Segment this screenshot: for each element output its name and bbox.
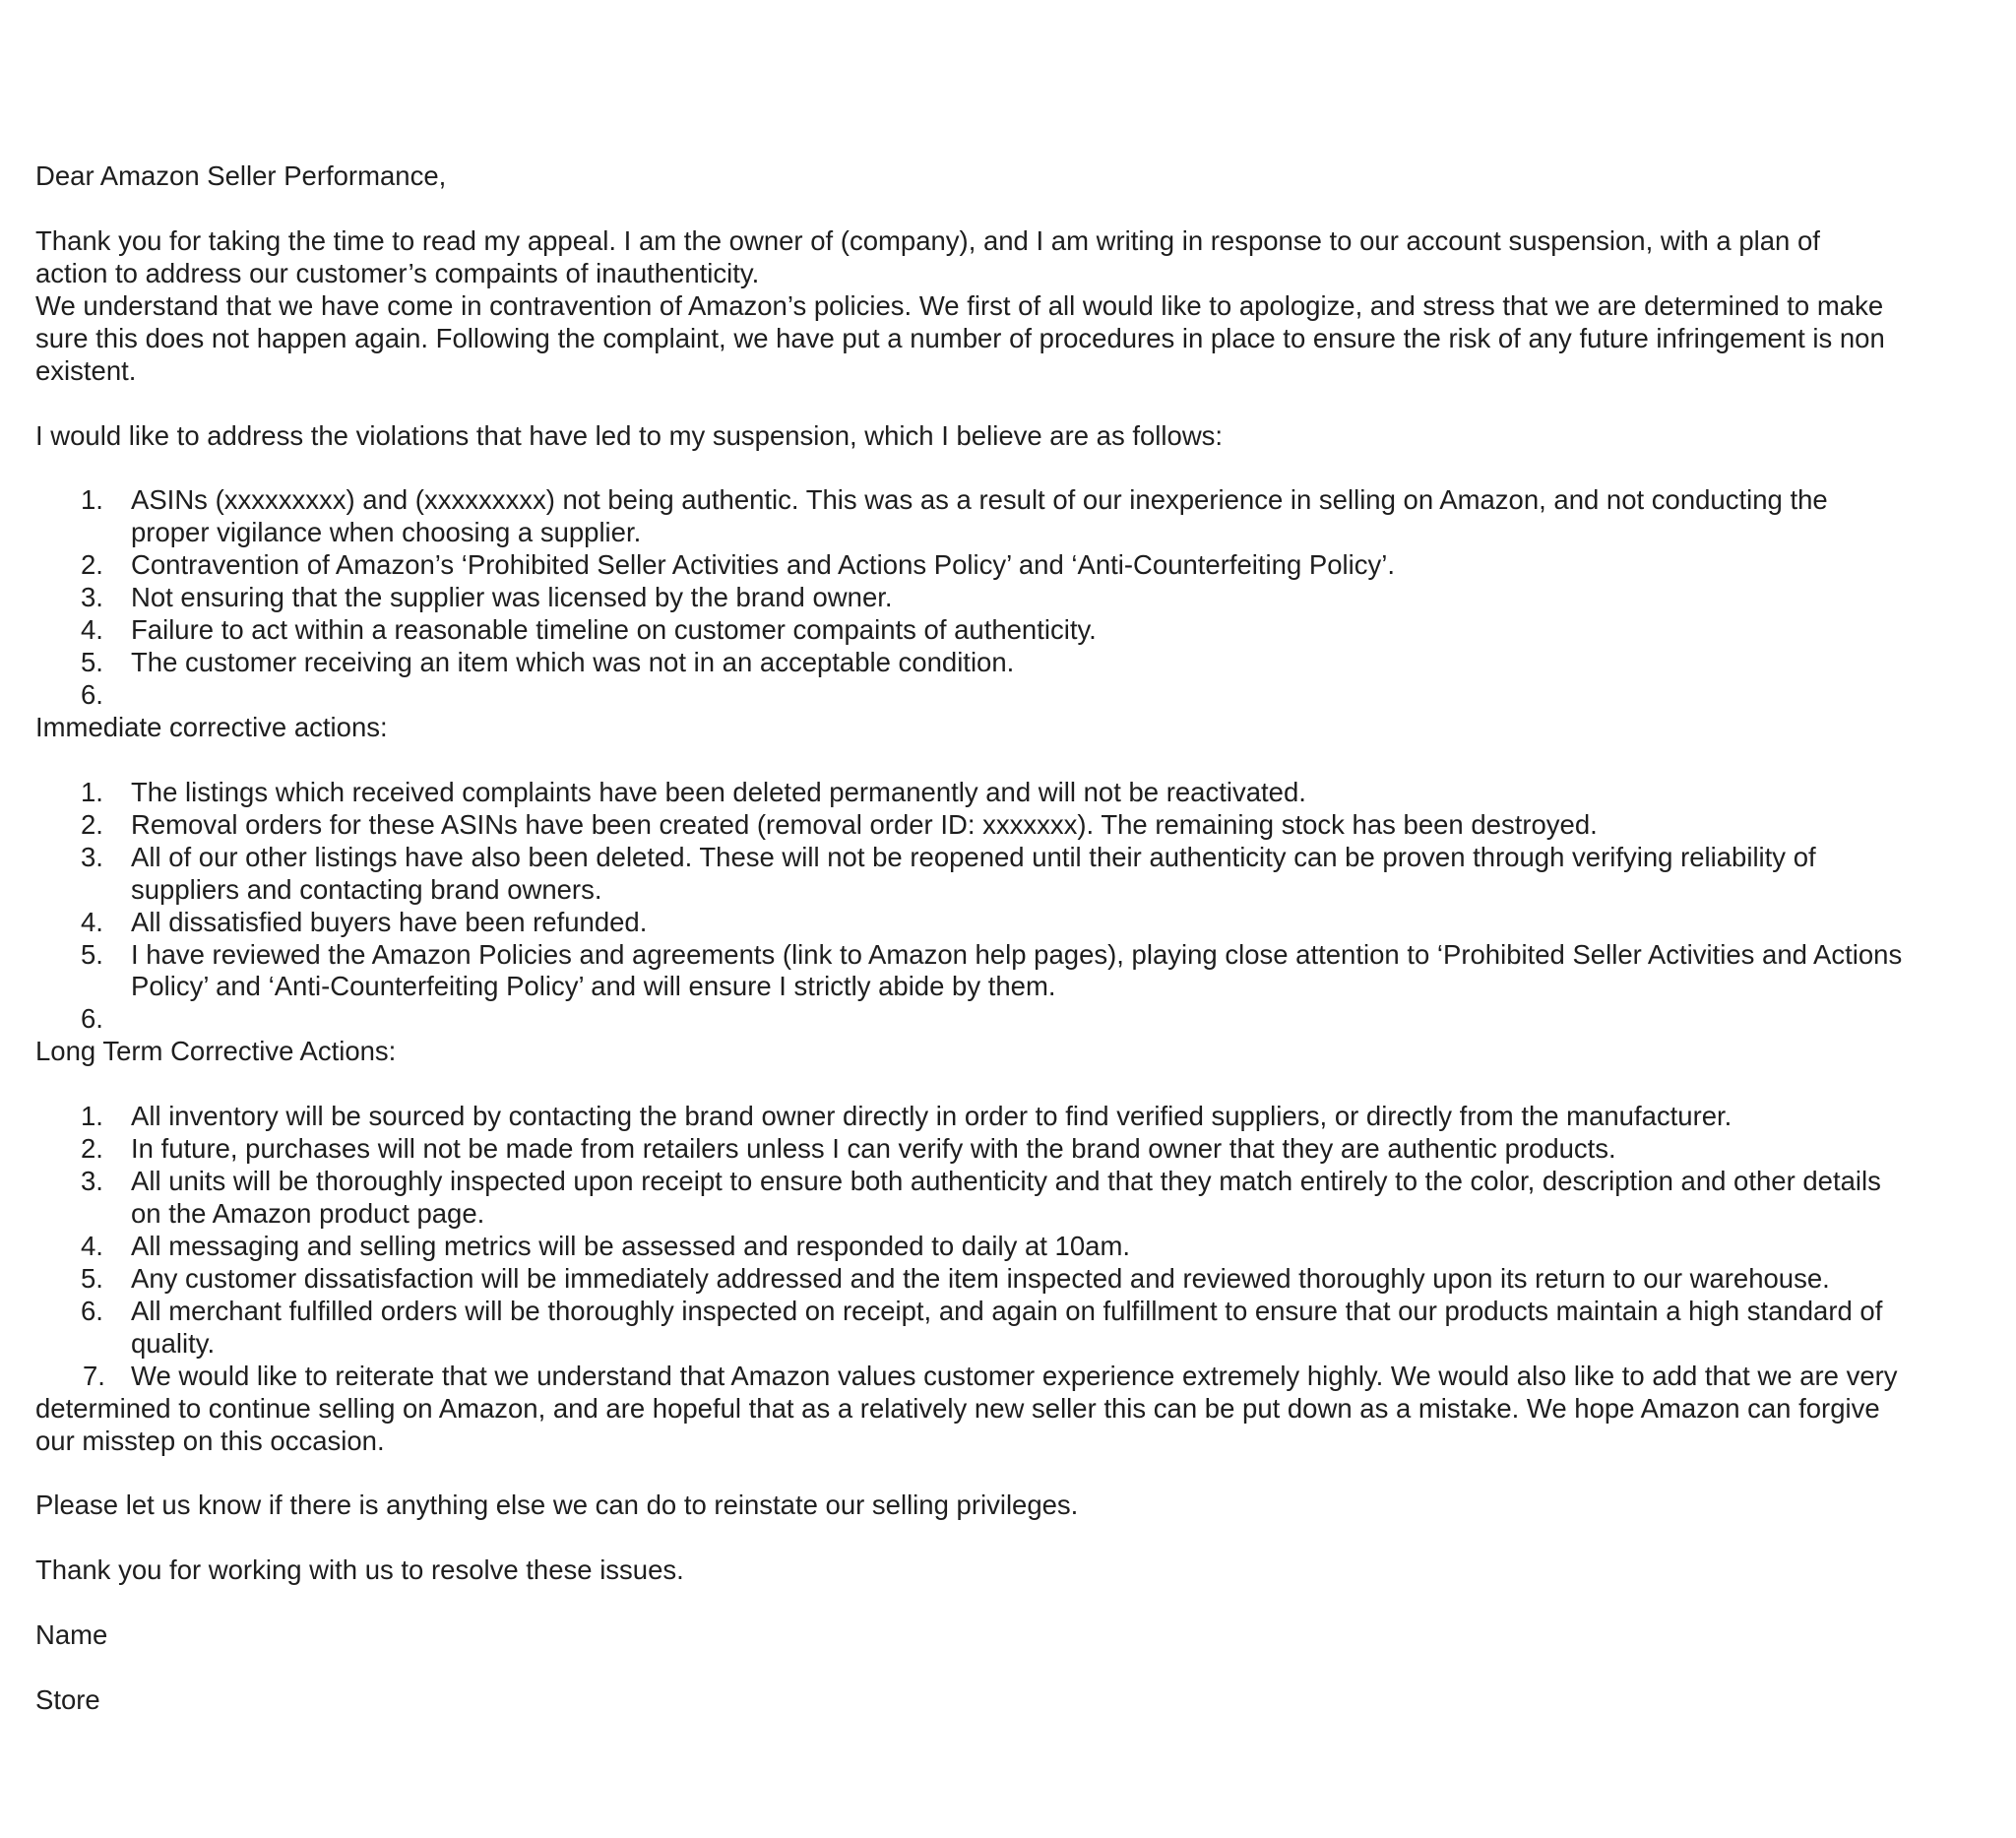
intro-line: existent. [35, 354, 137, 386]
list-item-line [35, 874, 2004, 907]
violations-intro: I would like to address the violations that have led to my suspension, which I believe are as follows: [35, 419, 1224, 451]
list-item [35, 907, 2004, 939]
list-item [35, 1101, 2004, 1133]
list-item-line [35, 549, 2004, 582]
closing-line: determined to continue selling on Amazon, and are hopeful that as a relatively new seller this can be put down as a mistake. We hope Amazon can forgive [35, 1392, 1880, 1424]
list-item-line [35, 1231, 2004, 1263]
intro-paragraph [35, 225, 2004, 388]
list-item-line [35, 1296, 2004, 1328]
list-item [35, 549, 2004, 582]
list-item-line [35, 939, 2004, 972]
list-item-line [35, 679, 2004, 712]
list-item-line [35, 647, 2004, 679]
list-item-text: All merchant fulfilled orders will be thoroughly inspected on receipt, and again on fulfillment to ensure that our products maintain a high standard of [131, 1295, 1883, 1326]
closing-line: our misstep on this occasion. [35, 1425, 385, 1456]
list-item [35, 1133, 2004, 1166]
list-item-text: All units will be thoroughly inspected upon receipt to ensure both authenticity and that they match entirely to the color, description and other details [131, 1166, 1881, 1197]
closing-line [35, 1361, 2004, 1393]
list-item-line [35, 1328, 2004, 1361]
list-number: 1. [81, 1101, 103, 1132]
list-item-text: proper vigilance when choosing a supplier. [131, 517, 642, 548]
list-item-line [35, 907, 2004, 939]
list-item-text: quality. [131, 1327, 216, 1359]
list-item-line [35, 1166, 2004, 1198]
thanks-line: Thank you for working with us to resolve these issues. [35, 1554, 684, 1586]
list-item-text: on the Amazon product page. [131, 1198, 485, 1229]
closing-paragraph [35, 1361, 2004, 1458]
list-item-text: ASINs (xxxxxxxxx) and (xxxxxxxxx) not being authentic. This was as a result of our inexperience in selling on Amazon, and not conducting the [131, 484, 1828, 516]
list-item-text: Any customer dissatisfaction will be immediately addressed and the item inspected and reviewed thoroughly upon its return to our warehouse. [131, 1262, 1830, 1294]
list-item [35, 1296, 2004, 1361]
list-item-line [35, 809, 2004, 842]
list-item-text: Removal orders for these ASINs have been created (removal order ID: xxxxxxx). The remaining stock has been destroyed. [131, 808, 1598, 840]
list-number: 3. [81, 582, 103, 613]
list-item-line [35, 1263, 2004, 1296]
list-number: 2. [81, 808, 103, 840]
list-number: 2. [81, 1133, 103, 1165]
list-item-line [35, 777, 2004, 809]
intro-line: sure this does not happen again. Following the complaint, we have put a number of procedures in place to ensure the risk of any future infringement is non [35, 322, 1885, 353]
intro-line: We understand that we have come in contravention of Amazon’s policies. We first of all would like to apologize, and stress that we are determined to make [35, 289, 1884, 321]
list-item [35, 614, 2004, 647]
signature-name: Name [35, 1619, 108, 1651]
list-number: 3. [81, 841, 103, 872]
list-number: 6. [81, 1295, 103, 1326]
intro-line: Thank you for taking the time to read my appeal. I am the owner of (company), and I am writing in response to our account suspension, with a plan of [35, 224, 1820, 256]
list-item [35, 582, 2004, 614]
list-number: 4. [81, 614, 103, 646]
list-number: 5. [81, 938, 103, 970]
list-item-line [35, 971, 2004, 1003]
list-number: 5. [81, 1262, 103, 1294]
list-number: 4. [81, 1230, 103, 1261]
list-item-text: In future, purchases will not be made from retailers unless I can verify with the brand owner that they are authentic products. [131, 1133, 1616, 1165]
longterm-heading: Long Term Corrective Actions: [35, 1036, 397, 1067]
list-item-text: Contravention of Amazon’s ‘Prohibited Seller Activities and Actions Policy’ and ‘Anti-Counterfeiting Policy’. [131, 549, 1396, 581]
list-item-line [35, 614, 2004, 647]
list-item [35, 809, 2004, 842]
list-item-line [35, 1198, 2004, 1231]
list-item [35, 1166, 2004, 1231]
list-item [35, 777, 2004, 809]
list-number: 7. [83, 1360, 105, 1391]
list-item [35, 679, 2004, 712]
list-item-line [35, 1133, 2004, 1166]
list-number: 5. [81, 647, 103, 678]
closing-text: We would like to reiterate that we understand that Amazon values customer experience extremely highly. We would also like to add that we are very [131, 1360, 1898, 1391]
list-number: 1. [81, 776, 103, 807]
list-number: 6. [81, 1003, 103, 1035]
appeal-letter [35, 160, 2004, 1717]
list-item-text: The customer receiving an item which was not in an acceptable condition. [131, 647, 1015, 678]
list-item-text: All messaging and selling metrics will be assessed and responded to daily at 10am. [131, 1230, 1130, 1261]
list-item-text: I have reviewed the Amazon Policies and agreements (link to Amazon help pages), playing close attention to ‘Prohibited Seller Activities and Actions [131, 938, 1903, 970]
list-item-text: Failure to act within a reasonable timeline on customer compaints of authenticity. [131, 614, 1097, 646]
list-number: 3. [81, 1166, 103, 1197]
list-item-line [35, 517, 2004, 549]
intro-line: action to address our customer’s compaints of inauthenticity. [35, 257, 760, 288]
immediate-heading: Immediate corrective actions: [35, 711, 388, 742]
list-item-text: Not ensuring that the supplier was licensed by the brand owner. [131, 582, 893, 613]
list-number: 4. [81, 906, 103, 937]
salutation: Dear Amazon Seller Performance, [35, 160, 447, 191]
list-item [35, 647, 2004, 679]
list-item [35, 1231, 2004, 1263]
list-item-text: suppliers and contacting brand owners. [131, 873, 602, 905]
list-item-text: All dissatisfied buyers have been refunded. [131, 906, 648, 937]
list-item [35, 939, 2004, 1004]
list-item [35, 484, 2004, 549]
violations-list [35, 484, 2004, 712]
list-item-text: All inventory will be sourced by contacting the brand owner directly in order to find verified suppliers, or directly from the manufacturer. [131, 1101, 1732, 1132]
list-item-line [35, 842, 2004, 874]
list-item-line [35, 582, 2004, 614]
immediate-actions-list [35, 777, 2004, 1037]
list-item-text: All of our other listings have also been deleted. These will not be reopened until their authenticity can be proven through verifying reliability of [131, 841, 1816, 872]
list-number: 6. [81, 679, 103, 710]
list-item-text: The listings which received complaints have been deleted permanently and will not be reactivated. [131, 776, 1306, 807]
list-item-text: Policy’ and ‘Anti-Counterfeiting Policy’ and will ensure I strictly abide by them. [131, 971, 1056, 1002]
list-item [35, 1263, 2004, 1296]
list-item-line [35, 484, 2004, 517]
list-item-line [35, 1003, 2004, 1036]
list-number: 2. [81, 549, 103, 581]
list-number: 1. [81, 484, 103, 516]
list-item-line [35, 1101, 2004, 1133]
list-item [35, 1003, 2004, 1036]
list-item [35, 842, 2004, 907]
longterm-actions-list [35, 1101, 2004, 1361]
signature-store: Store [35, 1684, 100, 1716]
reinstate-request: Please let us know if there is anything else we can do to reinstate our selling privileges. [35, 1489, 1079, 1521]
